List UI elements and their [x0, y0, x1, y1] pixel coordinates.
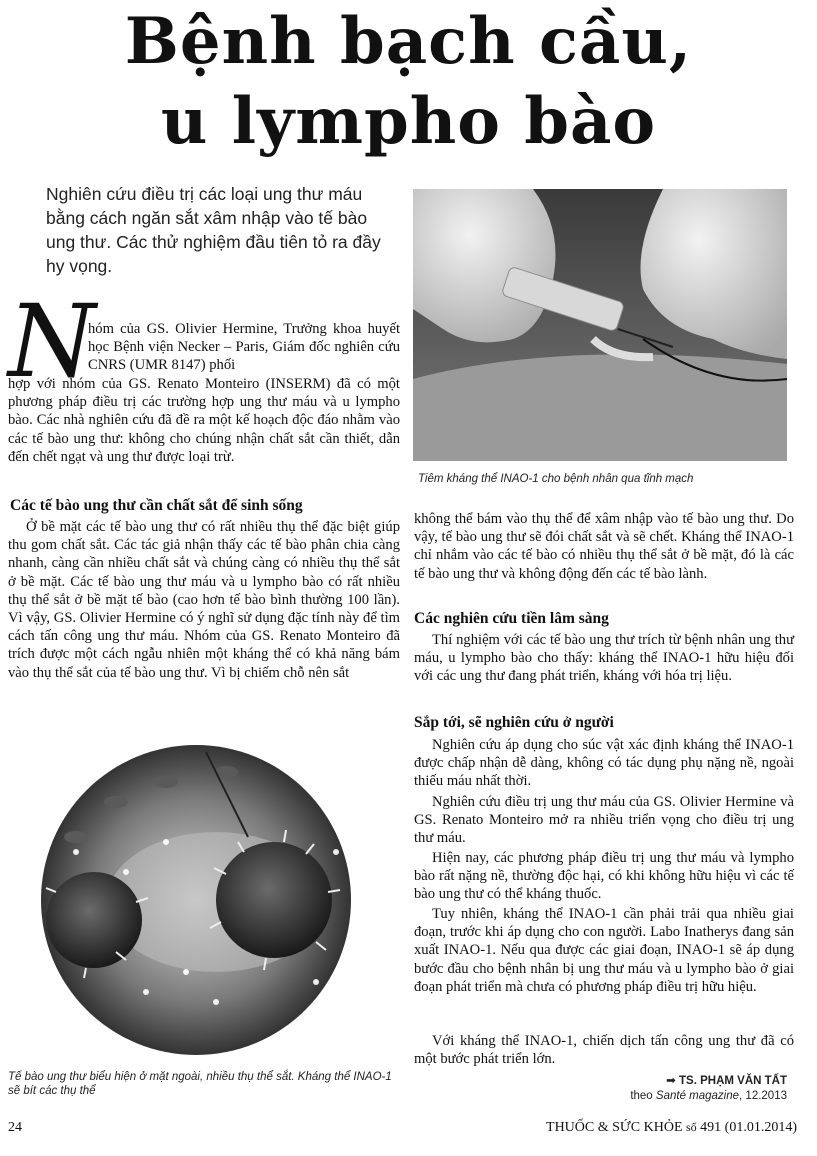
intro-paragraph-start: hóm của GS. Olivier Hermine, Trưởng khoa huyết học Bệnh viện Necker – Paris, Giám đốc nghiên cứu CNRS (UMR 8147) phối [88, 321, 400, 374]
section-heading-preclinical: Các nghiên cứu tiền lâm sàng [414, 610, 609, 627]
page-number: 24 [8, 1120, 22, 1135]
section-heading-iron: Các tế bào ung thư cần chất sắt để sinh sống [10, 497, 303, 514]
source-line: theo Santé magazine, 12.2013 [630, 1090, 787, 1102]
issue-number: 491 (01.01.2014) [700, 1120, 797, 1135]
author-name: TS. PHẠM VĂN TẤT [679, 1075, 787, 1087]
lead-paragraph: Nghiên cứu điều trị các loại ung thư máu bằng cách ngăn sắt xâm nhập vào tế bào ung thư. Các thử nghiệm đầu tiên tỏ ra đầy hy vọng. [46, 184, 381, 276]
intro-paragraph-rest: hợp với nhóm của GS. Renato Monteiro (INSERM) đã có một phương pháp điều trị các trường hợp ung thư máu và u lympho bào. Các nhà nghiên cứu đã đề ra một kế hoạch độc đáo nhằm vào các tế bào ung thư: không cho chúng nhận chất sắt cần thiết, dẫn đến chết ngạt và ung thư được loại trừ. [8, 376, 400, 465]
section-human-paragraph-1: Nghiên cứu áp dụng cho súc vật xác định kháng thể INAO-1 được chấp nhận dễ dàng, không có tác dụng phụ nặng nề, ngoài thiếu máu nhất thời. [414, 737, 794, 790]
section-human-paragraph-5: Với kháng thể INAO-1, chiến dịch tấn công ung thư đã có một bước phát triển lớn. [414, 1033, 794, 1068]
cancer-cells-illustration [16, 742, 386, 1058]
source-name: Santé magazine [655, 1090, 740, 1102]
article-title-line-1: Bệnh bạch cầu, [124, 4, 693, 79]
article-title-line-2: u lympho bào [160, 84, 657, 159]
cancer-cells-photo [16, 742, 386, 1058]
author-line [630, 1074, 787, 1089]
section-iron-paragraph: Ở bề mặt các tế bào ung thư có rất nhiều thụ thể đặc biệt giúp thu gom chất sắt. Các tác giả nhận thấy các tế bào phân chia càng nhanh, càng cần nhiều chất sắt và chúng càng có nhiều thụ thể sắt ở bề mặt. Các tế bào ung thư máu và u lympho bào có rất nhiều thụ thể sắt ở bề mặt tế bào (cao hơn tế bào bình thường 100 lần). Vì vậy, GS. Olivier Hermine có ý nghĩ sử dụng đặc tính này để tìm cách tấn công ung thư máu. Nhóm của GS. Renato Monteiro đã trích được một cách ngẫu nhiên một kháng thể có khả năng bám vào thụ thể sắt của tế bào ung thư. Vì bị chiếm chỗ nên sắt [8, 519, 400, 681]
injection-photo-caption: Tiêm kháng thể INAO-1 cho bệnh nhân qua tĩnh mạch [418, 473, 694, 485]
arrow-icon: ➡ [666, 1075, 676, 1087]
section-heading-human-study: Sắp tới, sẽ nghiên cứu ở người [414, 714, 614, 731]
magazine-name: THUỐC & SỨC KHỎE [546, 1120, 683, 1135]
injection-illustration [413, 189, 787, 461]
injection-photo [413, 189, 787, 461]
cancer-cells-caption: Tế bào ung thư biểu hiện ở mặt ngoài, nhiều thụ thể sắt. Kháng thể INAO-1 sẽ bít các thụ thể [8, 1071, 392, 1097]
section-human-paragraph-3: Hiện nay, các phương pháp điều trị ung thư máu và lympho bào rất nặng nề, thường độc hại, có khi không hữu hiệu vì các tế bào ung thư có thể kháng thuốc. [414, 850, 794, 903]
section-preclinical-paragraph: Thí nghiệm với các tế bào ung thư trích từ bệnh nhân ung thư máu, u lympho bào cho thấy: kháng thể INAO-1 hữu hiệu đối với các ung thư đang phát triển, kháng với hóa trị liệu. [414, 632, 794, 685]
byline [630, 1074, 787, 1104]
section-human-paragraph-4: Tuy nhiên, kháng thể INAO-1 cần phải trải qua nhiều giai đoạn, trước khi áp dụng cho con người. Labo Inatherys đang sản xuất INAO-1. Nếu qua được các giai đoạn, INAO-1 sẽ áp dụng bước đầu cho bệnh nhân bị ung thư máu và u lympho bào ở giai đoạn phát triển mà chưa có phương pháp điều trị hữu hiệu. [414, 906, 794, 995]
section-iron-paragraph-continued: không thể bám vào thụ thể để xâm nhập vào tế bào ung thư. Do vậy, tế bào ung thư sẽ đói chất sắt và sẽ chết. Kháng thể INAO-1 chỉ nhắm vào các tế bào có nhiều thụ thể sắt ở bề mặt, đó là các tế bào ung thư và không động đến các tế bào lành. [414, 511, 794, 582]
drop-cap: N [8, 283, 96, 400]
magazine-footer: THUỐC & SỨC KHỎE số 491 (01.01.2014) [546, 1120, 797, 1135]
section-human-paragraph-2: Nghiên cứu điều trị ung thư máu của GS. Olivier Hermine và GS. Renato Monteiro mở ra nhiều triển vọng cho điều trị ung thư máu. [414, 794, 794, 847]
